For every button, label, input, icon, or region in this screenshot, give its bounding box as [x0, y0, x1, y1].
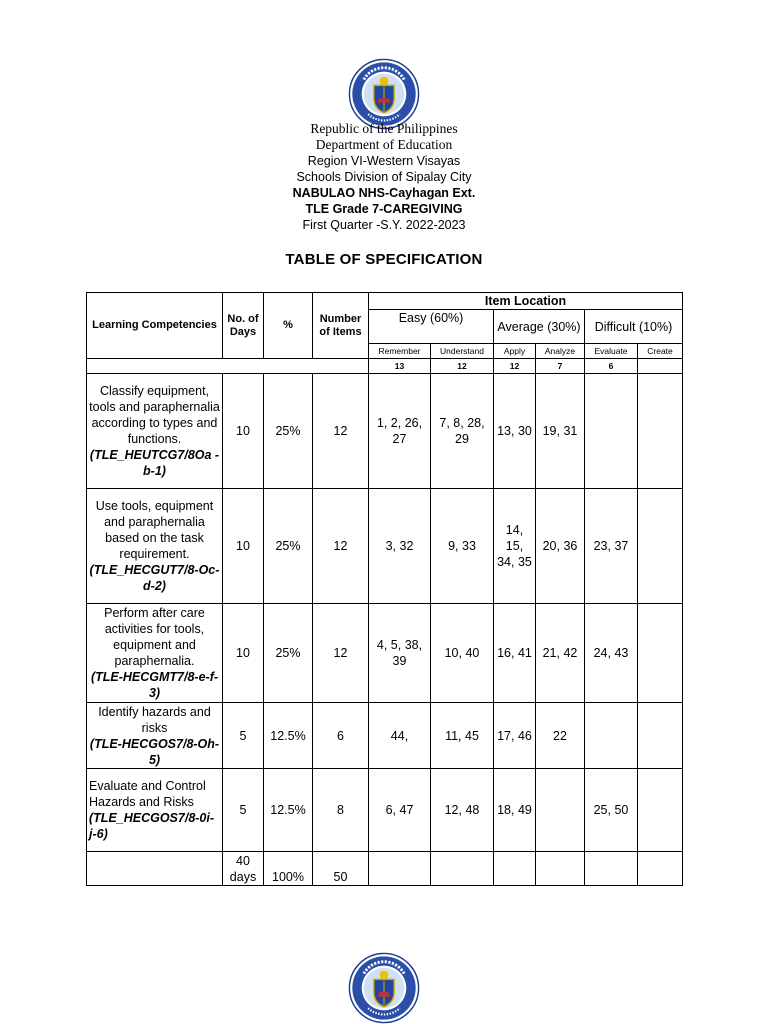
apply-cell: 14, 15, 34, 35 — [494, 489, 536, 604]
create-cell — [638, 489, 683, 604]
competency-cell — [87, 703, 223, 769]
create-cell — [638, 604, 683, 703]
competency-text: Classify equipment, tools and paraphernalia according to types and functions. — [89, 384, 220, 446]
evaluate-cell: 25, 50 — [585, 769, 638, 852]
header-department: Department of Education — [315, 137, 453, 152]
understand-cell: 9, 33 — [431, 489, 494, 604]
competency-code: (TLE_HECGOS7/8-0i-j-6) — [89, 811, 215, 841]
days-cell: 5 — [223, 703, 264, 769]
create-cell — [638, 703, 683, 769]
evaluate-cell — [585, 703, 638, 769]
items-cell: 12 — [313, 604, 369, 703]
analyze-cell: 21, 42 — [536, 604, 585, 703]
table-row — [87, 703, 683, 769]
competency-text: Use tools, equipment and paraphernalia based on the task requirement. — [95, 499, 214, 561]
analyze-cell — [536, 769, 585, 852]
competency-code: (TLE-HECGMT7/8-e-f-3) — [90, 670, 219, 700]
header-apply: Apply — [494, 344, 536, 359]
header-create: Create — [638, 344, 683, 359]
header-subject: TLE Grade 7-CAREGIVING — [305, 202, 463, 216]
counts-row — [87, 359, 683, 374]
deped-seal-logo — [348, 58, 420, 130]
count-analyze: 7 — [536, 359, 585, 374]
remember-cell: 44, — [369, 703, 431, 769]
analyze-cell: 22 — [536, 703, 585, 769]
total-row — [87, 852, 683, 886]
header-no-of-days: No. of Days — [223, 293, 264, 359]
items-cell: 6 — [313, 703, 369, 769]
competency-cell — [87, 374, 223, 489]
analyze-cell: 19, 31 — [536, 374, 585, 489]
items-cell: 12 — [313, 374, 369, 489]
header-difficult: Difficult (10%) — [585, 310, 683, 344]
items-cell: 8 — [313, 769, 369, 852]
remember-cell: 6, 47 — [369, 769, 431, 852]
document-title: TABLE OF SPECIFICATION — [285, 251, 483, 268]
competency-text: Evaluate and Control Hazards and Risks — [89, 779, 206, 809]
understand-cell: 12, 48 — [431, 769, 494, 852]
percent-cell: 12.5% — [264, 703, 313, 769]
days-cell: 10 — [223, 374, 264, 489]
header-school: NABULAO NHS-Cayhagan Ext. — [292, 186, 476, 200]
competency-cell — [87, 769, 223, 852]
percent-cell: 25% — [264, 374, 313, 489]
competency-cell — [87, 604, 223, 703]
competency-text: Perform after care activities for tools, equipment and paraphernalia. — [104, 606, 205, 668]
count-apply: 12 — [494, 359, 536, 374]
percent-cell: 25% — [264, 604, 313, 703]
total-items-cell: 50 — [313, 852, 369, 886]
header-understand: Understand — [431, 344, 494, 359]
table-row — [87, 489, 683, 604]
remember-cell: 3, 32 — [369, 489, 431, 604]
competency-code: (TLE_HECGUT7/8-Oc-d-2) — [89, 563, 220, 593]
header-average: Average (30%) — [494, 310, 585, 344]
evaluate-cell — [585, 374, 638, 489]
deped-seal-footer-logo — [348, 952, 420, 1024]
document-header — [0, 121, 768, 233]
competency-text: Identify hazards and risks — [98, 704, 211, 735]
create-cell — [638, 769, 683, 852]
apply-cell: 13, 30 — [494, 374, 536, 489]
evaluate-cell: 24, 43 — [585, 604, 638, 703]
create-cell — [638, 374, 683, 489]
count-remember: 13 — [369, 359, 431, 374]
items-cell: 12 — [313, 489, 369, 604]
percent-cell: 25% — [264, 489, 313, 604]
remember-cell: 4, 5, 38, 39 — [369, 604, 431, 703]
header-quarter: First Quarter -S.Y. 2022-2023 — [302, 218, 466, 232]
header-percent: % — [264, 293, 313, 359]
header-easy: Easy (60%) — [369, 310, 494, 344]
apply-cell: 16, 41 — [494, 604, 536, 703]
understand-cell: 7, 8, 28, 29 — [431, 374, 494, 489]
header-item-location: Item Location — [369, 293, 683, 310]
header-region: Region VI-Western Visayas — [307, 154, 461, 168]
header-learning-competencies: Learning Competencies — [87, 293, 223, 359]
remember-cell: 1, 2, 26, 27 — [369, 374, 431, 489]
evaluate-cell: 23, 37 — [585, 489, 638, 604]
apply-cell: 17, 46 — [494, 703, 536, 769]
understand-cell: 10, 40 — [431, 604, 494, 703]
header-remember: Remember — [369, 344, 431, 359]
header-number-of-items: Number of Items — [313, 293, 369, 359]
total-percent-cell: 100% — [264, 852, 313, 886]
table-row — [87, 604, 683, 703]
percent-cell: 12.5% — [264, 769, 313, 852]
analyze-cell: 20, 36 — [536, 489, 585, 604]
competency-code: (TLE-HECGOS7/8-Oh-5) — [89, 736, 220, 767]
total-days-cell: 40 days — [223, 852, 264, 886]
understand-cell: 11, 45 — [431, 703, 494, 769]
header-analyze: Analyze — [536, 344, 585, 359]
apply-cell: 18, 49 — [494, 769, 536, 852]
count-understand: 12 — [431, 359, 494, 374]
specification-table — [86, 292, 683, 886]
table-row — [87, 769, 683, 852]
days-cell: 10 — [223, 489, 264, 604]
count-create — [638, 359, 683, 374]
table-row — [87, 374, 683, 489]
competency-cell — [87, 489, 223, 604]
header-division: Schools Division of Sipalay City — [296, 170, 472, 184]
header-evaluate: Evaluate — [585, 344, 638, 359]
days-cell: 10 — [223, 604, 264, 703]
count-evaluate: 6 — [585, 359, 638, 374]
days-cell: 5 — [223, 769, 264, 852]
header-republic: Republic of the Philippines — [310, 121, 458, 136]
competency-code: (TLE_HEUTCG7/8Oa -b-1) — [89, 448, 220, 478]
